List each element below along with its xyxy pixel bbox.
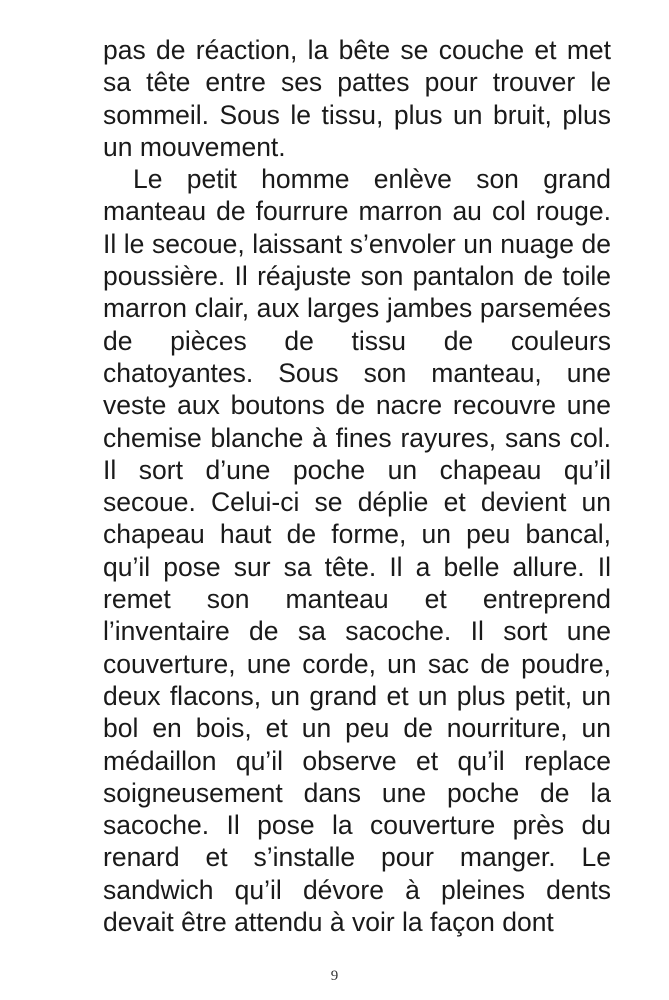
paragraph: Le petit homme enlève son grand manteau de fourrure marron au col rouge. Il le secoue, laissant s’envoler un nuage de poussière. Il réajuste son pantalon de toile marron clair, aux larges jambes parsemées de pièces de tissu de couleurs chatoyantes. Sous son manteau, une veste aux boutons de nacre recouvre une chemise blanche à fines rayures, sans col. Il sort d’une poche un chapeau qu’il secoue. Celui-ci se déplie et devient un chapeau haut de forme, un peu bancal, qu’il pose sur sa tête. Il a belle allure. Il remet son manteau et entreprend l’inventaire de sa sacoche. Il sort une couverture, une corde, un sac de poudre, deux flacons, un grand et un plus petit, un bol en bois, et un peu de nourriture, un médaillon qu’il observe et qu’il replace soigneusement dans une poche de la sacoche. Il pose la couverture près du renard et s’installe pour manger. Le sandwich qu’il dévore à pleines dents devait être attendu à voir la façon dont: [103, 164, 611, 938]
page-number: 9: [330, 968, 339, 984]
body-text: [103, 34, 611, 938]
paragraph-continuation: pas de réaction, la bête se couche et met sa tête entre ses pattes pour trouver le sommeil. Sous le tissu, plus un bruit, plus un mouvement.: [103, 35, 611, 162]
